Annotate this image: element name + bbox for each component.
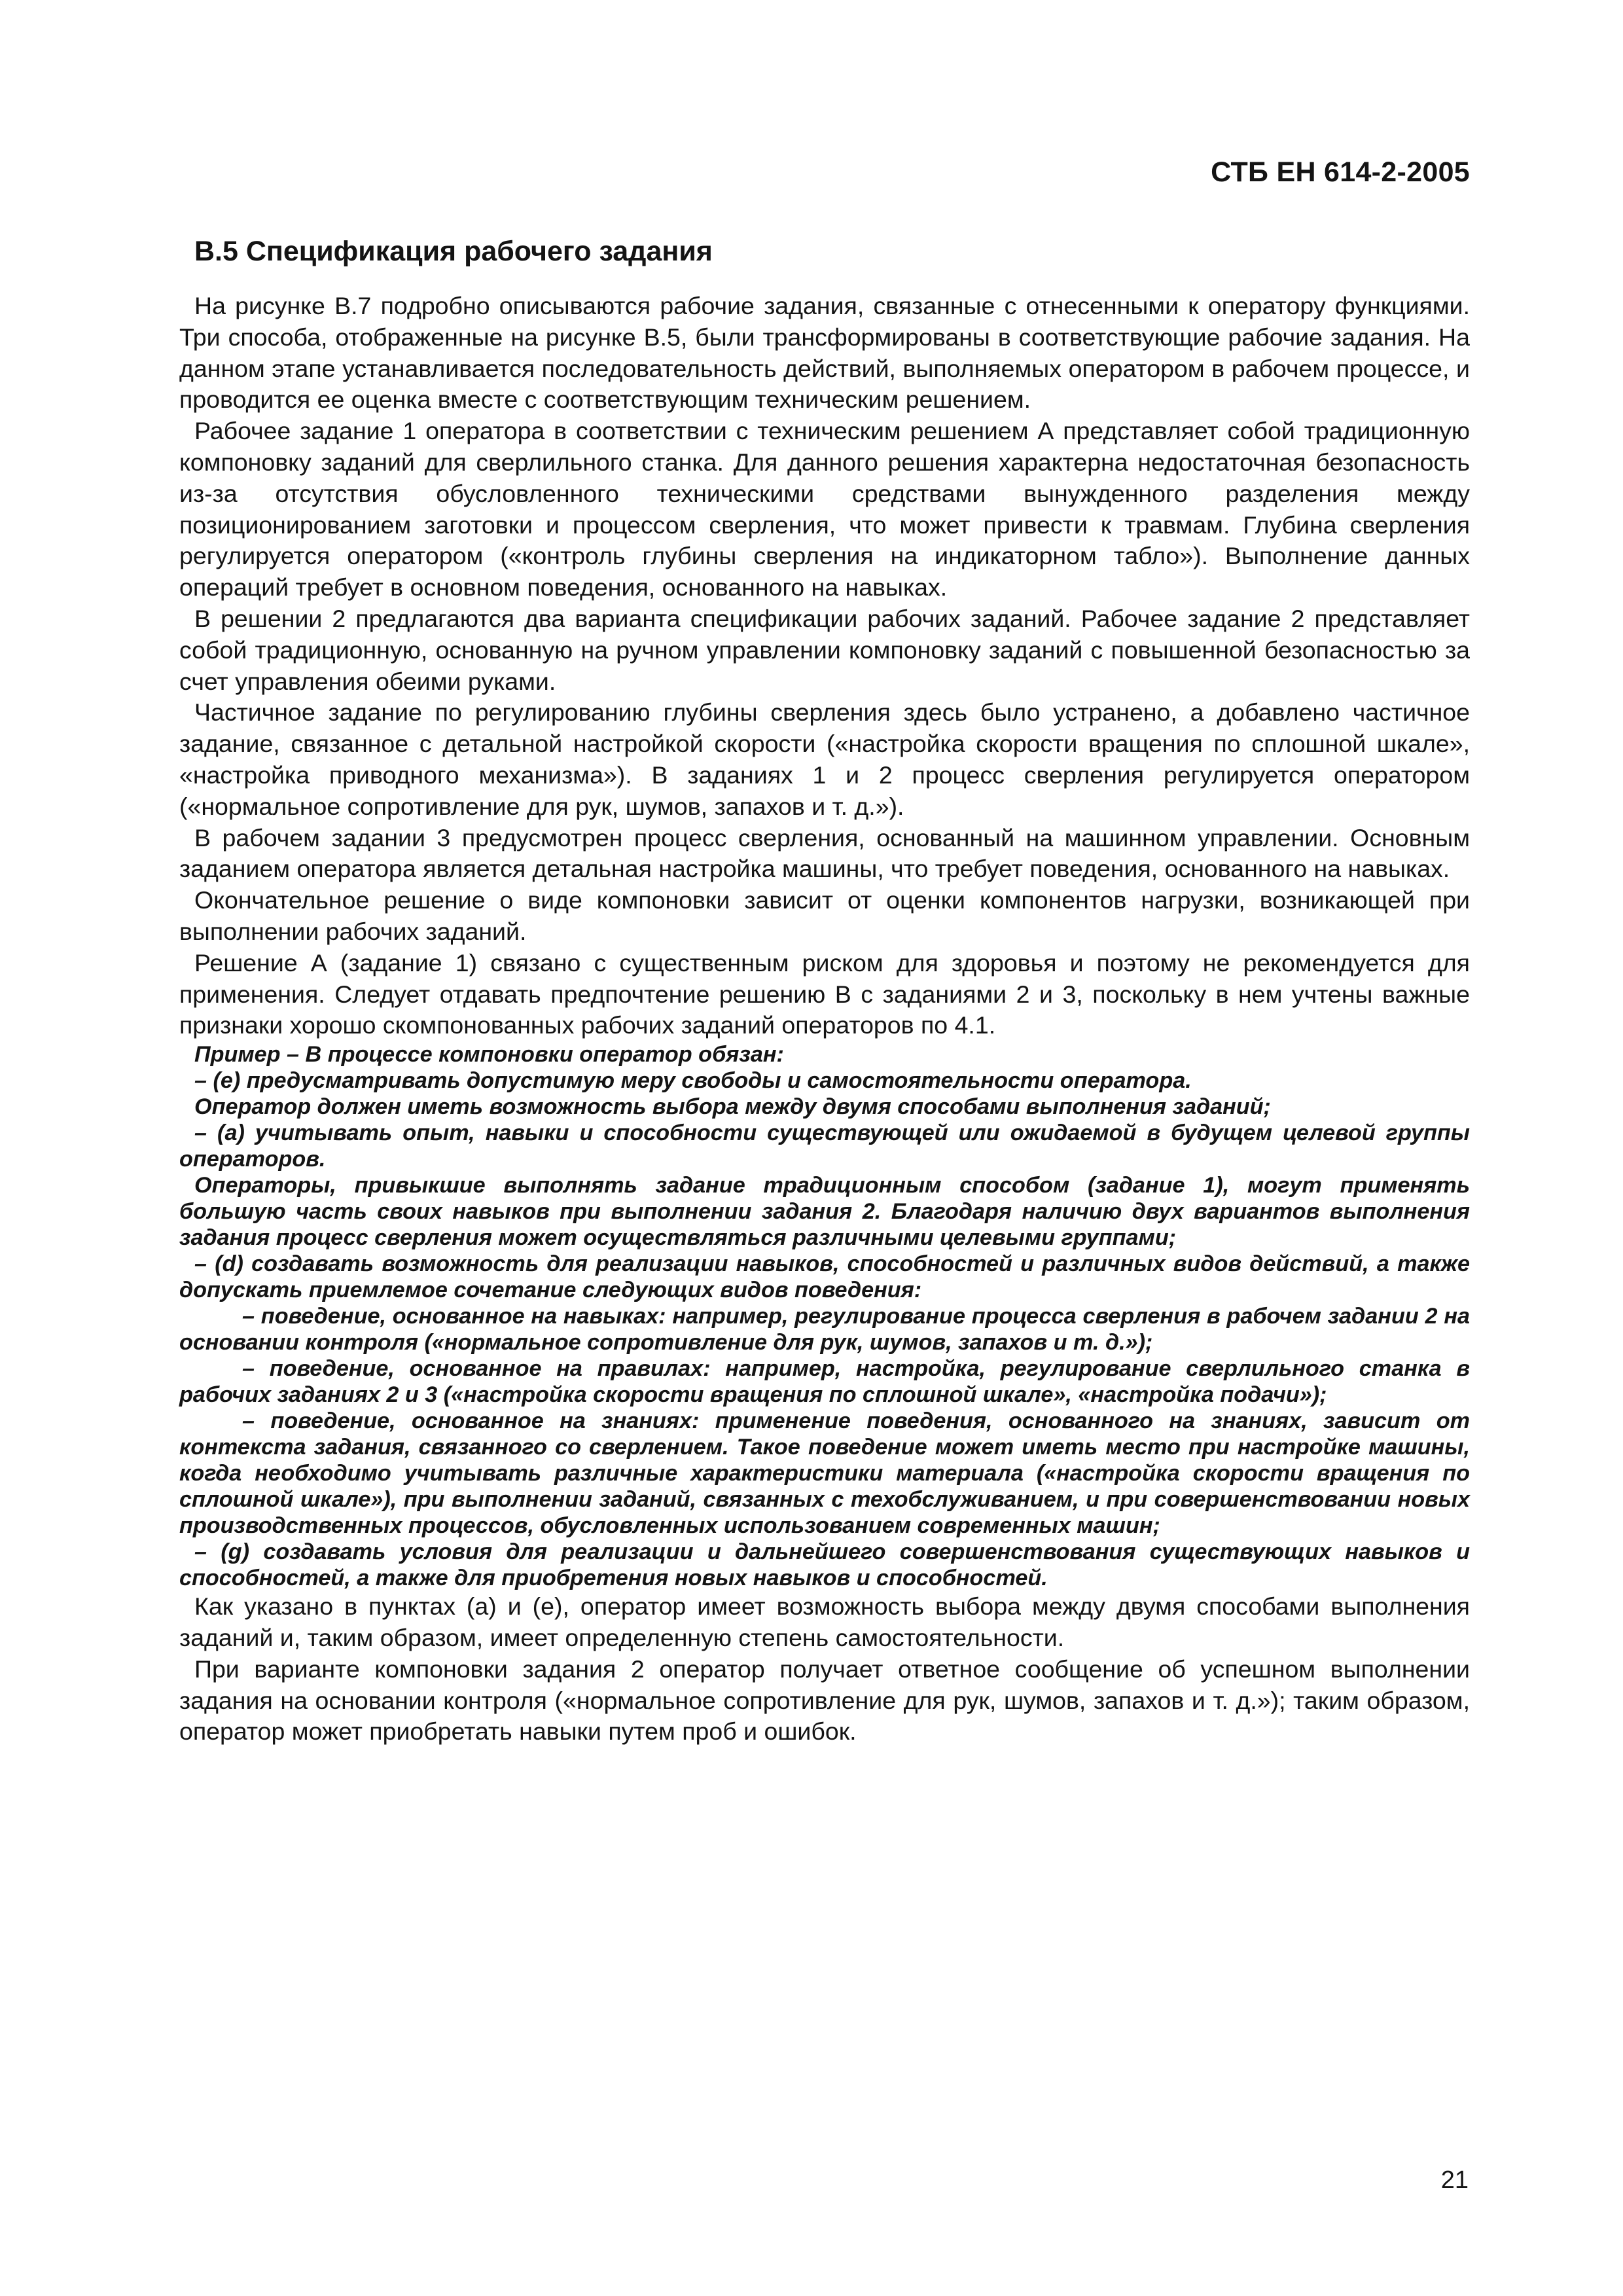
example-paragraph: – (d) создавать возможность для реализации навыков, способностей и различных видов действий, а также допускать приемлемое сочетание следующих видов поведения: xyxy=(179,1251,1470,1303)
body-paragraph: Частичное задание по регулированию глубины сверления здесь было устранено, а добавлено частичное задание, связанное с детальной настройкой скорости («настройка скорости вращения по сплошной шкале», «настройка приводного механизма»). В заданиях 1 и 2 процесс сверления регулируется оператором («нормальное сопротивление для рук, шумов, запахов и т. д.»). xyxy=(179,698,1470,820)
body-paragraph: В решении 2 предлагаются два варианта спецификации рабочих заданий. Рабочее задание 2 представляет собой традиционную, основанную на ручном управлении компоновку заданий с повышенной безопасностью за счет управления обеими руками. xyxy=(179,604,1470,695)
example-paragraph: – поведение, основанное на навыках: например, регулирование процесса сверления в рабочем задании 2 на основании контроля («нормальное сопротивление для рук, шумов, запахов и т. д.»); xyxy=(179,1304,1470,1355)
example-paragraph: Пример – В процессе компоновки оператор обязан: xyxy=(194,1042,784,1067)
page-number: 21 xyxy=(1440,2166,1469,2194)
section-heading: В.5 Спецификация рабочего задания xyxy=(194,236,713,267)
example-paragraph: Оператор должен иметь возможность выбора между двумя способами выполнения заданий; xyxy=(194,1094,1271,1120)
body-paragraph: Как указано в пунктах (а) и (е), оператор имеет возможность выбора между двумя способами выполнения заданий и, таким образом, имеет определенную степень самостоятельности. xyxy=(179,1592,1470,1651)
body-paragraph: Рабочее задание 1 оператора в соответствии с техническим решением А представляет собой традиционную компоновку заданий для сверлильного станка. Для данного решения характерна недостаточная безопасность из-за отсутствия обусловленного техническими средствами вынужденного разделения между позиционированием заготовки и процессом сверления, что может привести к травмам. Глубина сверления регулируется оператором («контроль глубины сверления на индикаторном табло»). Выполнение данных операций требует в основном поведения, основанного на навыках. xyxy=(179,417,1470,601)
example-paragraph: – поведение, основанное на правилах: например, настройка, регулирование сверлильного станка в рабочих заданиях 2 и 3 («настройка скорости вращения по сплошной шкале», «настройка подачи»); xyxy=(179,1356,1470,1408)
body-text xyxy=(179,291,1470,1748)
body-paragraph: При варианте компоновки задания 2 оператор получает ответное сообщение об успешном выполнении задания на основании контроля («нормальное сопротивление для рук, шумов, запахов и т. д.»); таким образом, оператор может приобретать навыки путем проб и ошибок. xyxy=(179,1655,1470,1746)
example-paragraph: – (а) учитывать опыт, навыки и способности существующей или ожидаемой в будущем целевой группы операторов. xyxy=(179,1121,1470,1172)
body-paragraph: Окончательное решение о виде компоновки зависит от оценки компонентов нагрузки, возникающей при выполнении рабочих заданий. xyxy=(179,886,1470,945)
example-paragraph: – (е) предусматривать допустимую меру свободы и самостоятельности оператора. xyxy=(194,1068,1192,1094)
example-paragraph: – (g) создавать условия для реализации и дальнейшего совершенствования существующих навыков и способностей, а также для приобретения новых навыков и способностей. xyxy=(179,1539,1470,1591)
document-code: СТБ ЕН 614-2-2005 xyxy=(1211,156,1470,188)
body-paragraph: Решение А (задание 1) связано с существенным риском для здоровья и поэтому не рекомендуется для применения. Следует отдавать предпочтение решению В с заданиями 2 и 3, поскольку в нем учтены важные признаки хорошо скомпонованных рабочих заданий операторов по 4.1. xyxy=(179,948,1470,1039)
body-paragraph: В рабочем задании 3 предусмотрен процесс сверления, основанный на машинном управлении. Основным заданием оператора является детальная настройка машины, что требует поведения, основанного на навыках. xyxy=(179,823,1470,883)
body-paragraph: На рисунке В.7 подробно описываются рабочие задания, связанные с отнесенными к оператору функциями. Три способа, отображенные на рисунке В.5, были трансформированы в соответствующие рабочие задания. На данном этапе устанавливается последовательность действий, выполняемых оператором в рабочем процессе, и проводится ее оценка вместе с соответствующим техническим решением. xyxy=(179,292,1470,414)
example-paragraph: Операторы, привыкшие выполнять задание традиционным способом (задание 1), могут применять большую часть своих навыков при выполнении задания 2. Благодаря наличию двух вариантов выполнения задания процесс сверления может осуществляться различными целевыми группами; xyxy=(179,1173,1470,1251)
example-paragraph: – поведение, основанное на знаниях: применение поведения, основанного на знаниях, зависит от контекста задания, связанного со сверлением. Такое поведение может иметь место при настройке машины, когда необходимо учитывать различные характеристики материала («настройка скорости вращения по сплошной шкале»), при выполнении заданий, связанных с техобслуживанием, и при совершенствовании новых производственных процессов, обусловленных использованием современных машин; xyxy=(179,1408,1470,1539)
